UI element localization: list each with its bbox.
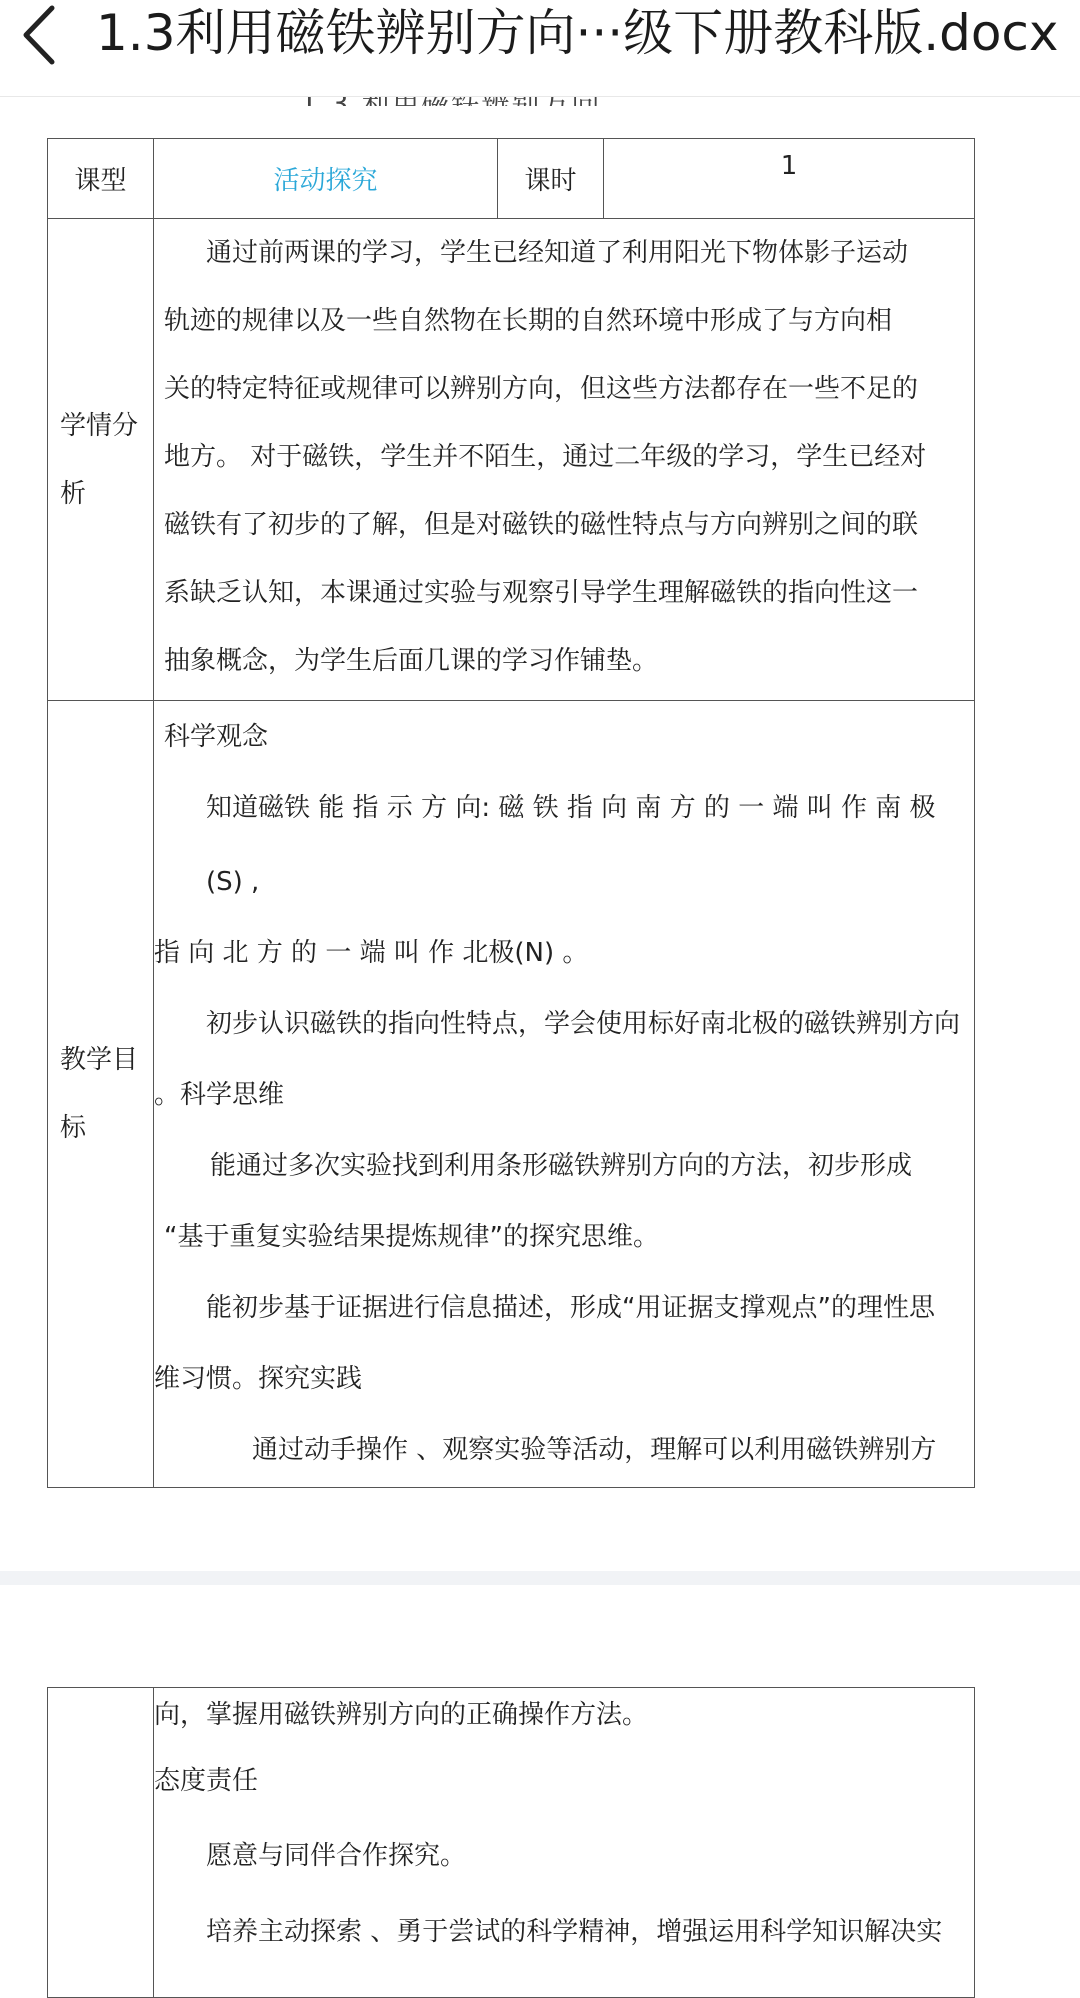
continued-content — [154, 1688, 975, 1998]
lesson-table-continued — [47, 1687, 975, 1998]
goal-line: 维习惯。探究实践 — [154, 1364, 363, 1394]
analysis-line: 抽象概念，为学生后面几课的学习作铺垫。 — [164, 646, 659, 676]
goal-line: 能通过多次实验找到利用条形磁铁辨别方向的方法，初步形成 — [210, 1151, 913, 1181]
lesson-table — [47, 138, 975, 1488]
analysis-line: 关的特定特征或规律可以辨别方向，但这些方法都存在一些不足的 — [164, 374, 919, 404]
type-label: 课型 — [48, 139, 154, 219]
analysis-content — [154, 219, 975, 701]
goals-content — [154, 701, 975, 1488]
top-bar — [0, 0, 1080, 97]
goal-line: 。科学思维 — [154, 1080, 285, 1110]
table-row — [48, 219, 975, 701]
goal-line: 指 向 北 方 的 一 端 叫 作 北极(N) 。 — [154, 938, 589, 968]
back-button[interactable] — [10, 0, 70, 70]
table-row — [48, 701, 975, 1488]
continued-heading: 态度责任 — [154, 1766, 259, 1796]
analysis-line: 通过前两课的学习，学生已经知道了利用阳光下物体影子运动 — [206, 238, 909, 268]
goal-line: 能初步基于证据进行信息描述，形成“用证据支撑观点”的理性思 — [206, 1293, 935, 1323]
empty-label-cell — [48, 1688, 154, 1998]
type-value: 活动探究 — [154, 139, 498, 219]
document-page-2 — [0, 1585, 1080, 1990]
goal-heading: 科学观念 — [164, 722, 269, 752]
analysis-label: 学情分析 — [60, 410, 139, 509]
document-title: 1.3利用磁铁辨别方向···级下册教科版.docx — [96, 4, 1059, 62]
analysis-line: 系缺乏认知，本课通过实验与观察引导学生理解磁铁的指向性这一 — [164, 578, 919, 608]
continued-line: 培养主动探索 、勇于尝试的科学精神，增强运用科学知识解决实 — [206, 1917, 943, 1947]
analysis-line: 地方。 对于磁铁，学生并不陌生，通过二年级的学习，学生已经对 — [164, 442, 927, 472]
analysis-line: 轨迹的规律以及一些自然物在长期的自然环境中形成了与方向相 — [164, 306, 893, 336]
table-row — [48, 139, 975, 219]
chevron-left-icon — [20, 4, 60, 66]
page-separator — [0, 1571, 1080, 1585]
goal-line: 通过动手操作 、观察实验等活动，理解可以利用磁铁辨别方 — [252, 1435, 937, 1465]
goal-line: 知道磁铁 能 指 示 方 向: 磁 铁 指 向 南 方 的 一 端 叫 作 南 极 (S) , — [206, 793, 936, 897]
goals-label: 教学目标 — [60, 1045, 139, 1143]
goal-line: “基于重复实验结果提炼规律”的探究思维。 — [164, 1222, 659, 1252]
analysis-line: 磁铁有了初步的了解，但是对磁铁的磁性特点与方向辨别之间的联 — [164, 510, 919, 540]
continued-line: 愿意与同伴合作探究。 — [206, 1841, 467, 1871]
continued-line: 向，掌握用磁铁辨别方向的正确操作方法。 — [154, 1700, 649, 1730]
table-row — [48, 1688, 975, 1998]
goal-line: 初步认识磁铁的指向性特点，学会使用标好南北极的磁铁辨别方向 — [206, 1009, 961, 1039]
hours-label: 课时 — [498, 139, 604, 219]
hours-value: 1 — [604, 139, 975, 219]
document-page-1 — [0, 96, 1080, 1571]
